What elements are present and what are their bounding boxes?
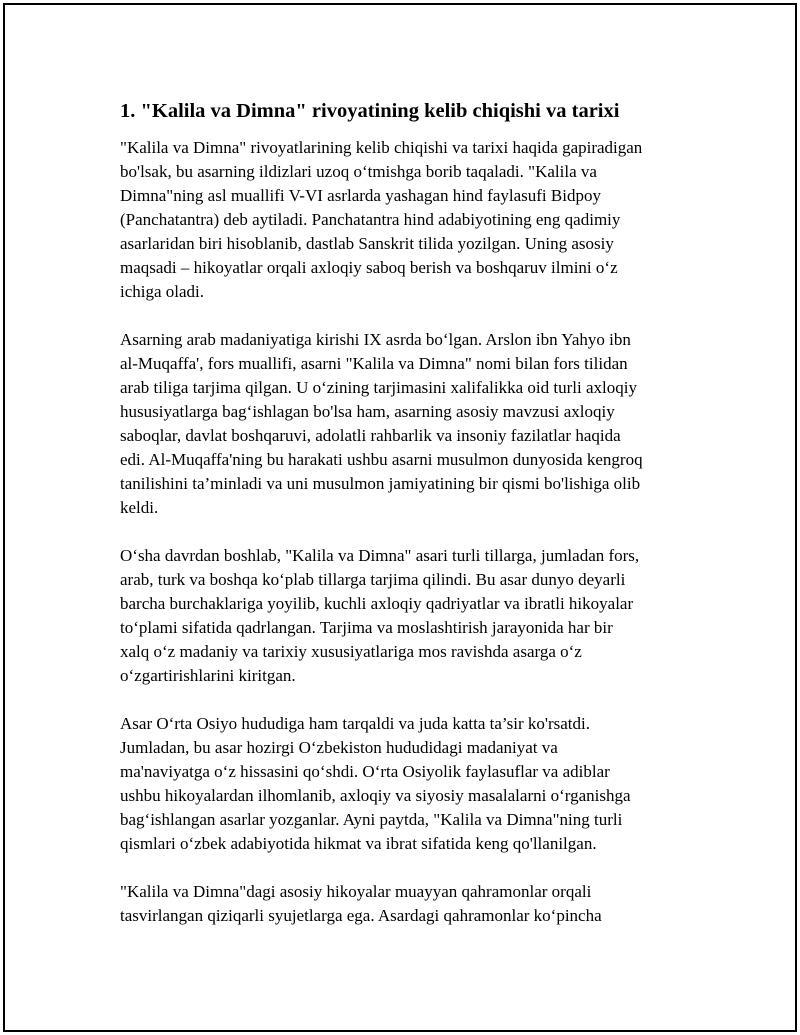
text-line: bag‘ishlangan asarlar yozganlar. Ayni paytda, "Kalila va Dimna"ning turli (120, 810, 623, 829)
paragraph-main-stories (120, 880, 695, 928)
paragraph-origin (120, 136, 695, 304)
text-line: bo'lsak, bu asarning ildizlari uzoq o‘tmishga borib taqaladi. "Kalila va (120, 162, 597, 181)
text-line: ushbu hikoyalardan ilhomlanib, axloqiy va siyosiy masalalarni o‘rganishga (120, 786, 631, 805)
text-line: xalq o‘z madaniy va tarixiy xususiyatlariga mos ravishda asarga o‘z (120, 642, 582, 661)
paragraph-central-asia (120, 712, 695, 856)
text-line: tasvirlangan qiziqarli syujetlarga ega. Asardagi qahramonlar ko‘pincha (120, 906, 602, 925)
text-line: al-Muqaffa', fors muallifi, asarni "Kalila va Dimna" nomi bilan fors tilidan (120, 354, 628, 373)
text-line: asarlaridan biri hisoblanib, dastlab Sanskrit tilida yozilgan. Uning asosiy (120, 234, 614, 253)
text-line: (Panchatantra) deb aytiladi. Panchatantra hind adabiyotining eng qadimiy (120, 210, 621, 229)
text-line: arab, turk va boshqa ko‘plab tillarga tarjima qilindi. Bu asar dunyo deyarli (120, 570, 626, 589)
section-heading: 1. "Kalila va Dimna" rivoyatining kelib chiqishi va tarixi (120, 100, 620, 122)
text-line: o‘zgartirishlarini kiritgan. (120, 666, 296, 685)
text-line: hususiyatlarga bag‘ishlagan bo'lsa ham, asarning asosiy mavzusi axloqiy (120, 402, 615, 421)
document-body (120, 97, 695, 952)
text-line: ichiga oladi. (120, 282, 205, 301)
text-line: qismlari o‘zbek adabiyotida hikmat va ibrat sifatida keng qo'llanilgan. (120, 834, 597, 853)
text-line: arab tiliga tarjima qilgan. U o‘zining tarjimasini xalifalikka oid turli axloqiy (120, 378, 637, 397)
paragraph-translations (120, 544, 695, 688)
text-line: Asarning arab madaniyatiga kirishi IX asrda bo‘lgan. Arslon ibn Yahyo ibn (120, 330, 631, 349)
text-line: "Kalila va Dimna" rivoyatlarining kelib chiqishi va tarixi haqida gapiradigan (120, 138, 643, 157)
text-line: Dimna"ning asl muallifi V-VI asrlarda yashagan hind faylasufi Bidpoy (120, 186, 601, 205)
text-line: saboqlar, davlat boshqaruvi, adolatli rahbarlik va insoniy fazilatlar haqida (120, 426, 621, 445)
text-line: Jumladan, bu asar hozirgi O‘zbekiston hududidagi madaniyat va (120, 738, 558, 757)
text-line: tanilishini ta’minladi va uni musulmon jamiyatining bir qismi bo'lishiga olib (120, 474, 641, 493)
text-line: O‘sha davrdan boshlab, "Kalila va Dimna" asari turli tillarga, jumladan fors, (120, 546, 640, 565)
text-line: edi. Al-Muqaffa'ning bu harakati ushbu asarni musulmon dunyosida kengroq (120, 450, 643, 469)
text-line: to‘plami sifatida qadrlangan. Tarjima va moslashtirish jarayonida har bir (120, 618, 613, 637)
text-line: barcha burchaklariga yoyilib, kuchli axloqiy qadriyatlar va ibratli hikoyalar (120, 594, 634, 613)
text-line: "Kalila va Dimna"dagi asosiy hikoyalar muayyan qahramonlar orqali (120, 882, 592, 901)
page-frame (3, 3, 797, 1032)
text-line: maqsadi – hikoyatlar orqali axloqiy saboq berish va boshqaruv ilmini o‘z (120, 258, 618, 277)
paragraph-arab-culture (120, 328, 695, 520)
text-line: keldi. (120, 498, 159, 517)
text-line: ma'naviyatga o‘z hissasini qo‘shdi. O‘rta Osiyolik faylasuflar va adiblar (120, 762, 610, 781)
text-line: Asar O‘rta Osiyo hududiga ham tarqaldi va juda katta ta’sir ko'rsatdi. (120, 714, 590, 733)
